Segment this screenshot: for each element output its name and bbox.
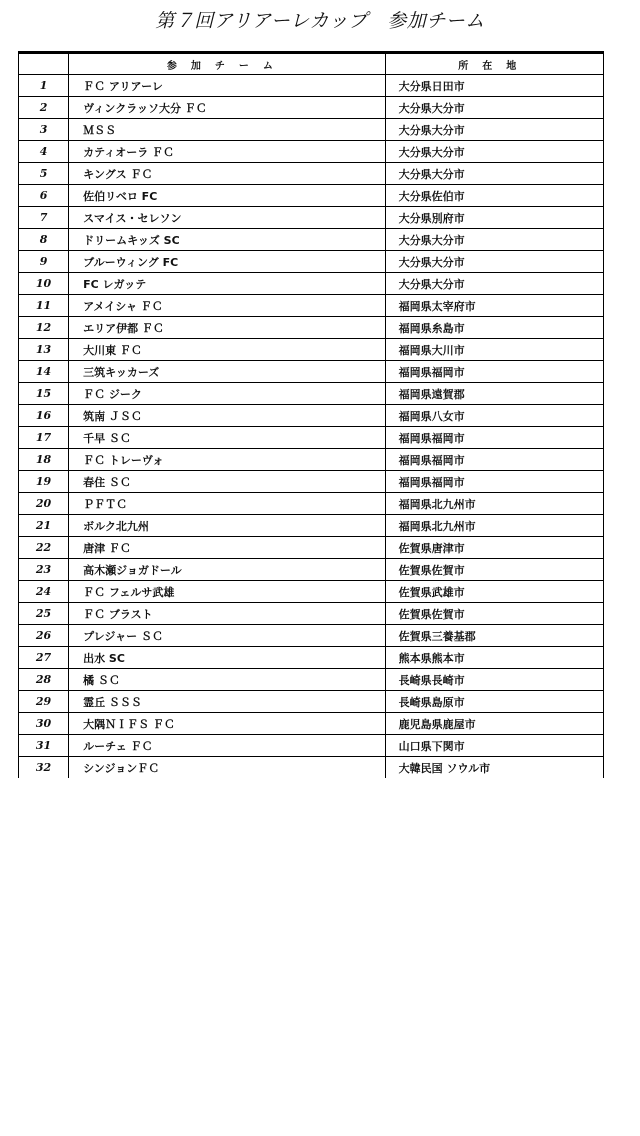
team-name: 唐津 ＦＣ <box>69 537 386 559</box>
table-row <box>19 691 604 713</box>
team-location: 大分県大分市 <box>385 97 603 119</box>
team-name: ＰＦＴＣ <box>69 493 386 515</box>
header-team: 参加チーム <box>69 53 386 75</box>
team-name: 高木瀬ジョガドール <box>69 559 386 581</box>
header-location: 所在地 <box>385 53 603 75</box>
table-row <box>19 97 604 119</box>
table-header-row <box>19 53 604 75</box>
team-name: 橘 ＳＣ <box>69 669 386 691</box>
table-row <box>19 581 604 603</box>
row-number: 10 <box>19 273 69 295</box>
table-row <box>19 471 604 493</box>
table-row <box>19 735 604 757</box>
row-number: 15 <box>19 383 69 405</box>
table-row <box>19 207 604 229</box>
row-number: 24 <box>19 581 69 603</box>
team-name: ブルーウィング FC <box>69 251 386 273</box>
team-name: 大川東 ＦＣ <box>69 339 386 361</box>
team-location: 長崎県島原市 <box>385 691 603 713</box>
team-location: 大分県大分市 <box>385 141 603 163</box>
table-row <box>19 185 604 207</box>
row-number: 21 <box>19 515 69 537</box>
team-location: 大分県別府市 <box>385 207 603 229</box>
row-number: 22 <box>19 537 69 559</box>
row-number: 18 <box>19 449 69 471</box>
team-location: 大分県日田市 <box>385 75 603 97</box>
table-row <box>19 515 604 537</box>
table-row <box>19 317 604 339</box>
row-number: 25 <box>19 603 69 625</box>
team-name: プレジャー ＳＣ <box>69 625 386 647</box>
header-no <box>19 53 69 75</box>
team-name: 春住 ＳＣ <box>69 471 386 493</box>
team-location: 福岡県北九州市 <box>385 515 603 537</box>
team-location: 大分県大分市 <box>385 119 603 141</box>
team-name: 佐伯リベロ FC <box>69 185 386 207</box>
team-name: ＭＳＳ <box>69 119 386 141</box>
table-row <box>19 405 604 427</box>
table-row <box>19 339 604 361</box>
row-number: 1 <box>19 75 69 97</box>
row-number: 12 <box>19 317 69 339</box>
table-row <box>19 713 604 735</box>
team-location: 福岡県福岡市 <box>385 471 603 493</box>
team-location: 福岡県福岡市 <box>385 361 603 383</box>
team-name: エリア伊都 ＦＣ <box>69 317 386 339</box>
table-row <box>19 427 604 449</box>
row-number: 5 <box>19 163 69 185</box>
team-name: FC レガッテ <box>69 273 386 295</box>
team-location: 佐賀県三養基郡 <box>385 625 603 647</box>
team-name: 出水 SC <box>69 647 386 669</box>
table-row <box>19 251 604 273</box>
row-number: 20 <box>19 493 69 515</box>
team-location: 福岡県大川市 <box>385 339 603 361</box>
row-number: 17 <box>19 427 69 449</box>
page-title: 第７回アリアーレカップ 参加チーム <box>155 10 485 32</box>
team-name: アメイシャ ＦＣ <box>69 295 386 317</box>
team-name: 三筑キッカーズ <box>69 361 386 383</box>
team-location: 福岡県糸島市 <box>385 317 603 339</box>
row-number: 26 <box>19 625 69 647</box>
team-name: ヴィンクラッソ大分 ＦＣ <box>69 97 386 119</box>
team-location: 大分県大分市 <box>385 251 603 273</box>
team-name: 筑南 ＪＳＣ <box>69 405 386 427</box>
team-location: 山口県下関市 <box>385 735 603 757</box>
table-row <box>19 625 604 647</box>
team-name: カティオーラ ＦＣ <box>69 141 386 163</box>
row-number: 28 <box>19 669 69 691</box>
row-number: 14 <box>19 361 69 383</box>
row-number: 4 <box>19 141 69 163</box>
team-table <box>18 51 604 778</box>
table-row <box>19 361 604 383</box>
row-number: 6 <box>19 185 69 207</box>
table-row <box>19 383 604 405</box>
table-row <box>19 757 604 779</box>
team-location: 福岡県福岡市 <box>385 449 603 471</box>
team-name: 霊丘 ＳＳＳ <box>69 691 386 713</box>
team-name: シンジョンＦＣ <box>69 757 386 779</box>
table-row <box>19 537 604 559</box>
table-row <box>19 273 604 295</box>
team-location: 福岡県福岡市 <box>385 427 603 449</box>
row-number: 9 <box>19 251 69 273</box>
team-location: 大分県佐伯市 <box>385 185 603 207</box>
team-location: 福岡県太宰府市 <box>385 295 603 317</box>
row-number: 19 <box>19 471 69 493</box>
row-number: 23 <box>19 559 69 581</box>
table-row <box>19 229 604 251</box>
team-location: 大分県大分市 <box>385 273 603 295</box>
row-number: 30 <box>19 713 69 735</box>
team-location: 長崎県長崎市 <box>385 669 603 691</box>
team-name: ＦＣ ジーク <box>69 383 386 405</box>
team-name: ＦＣ フェルサ武雄 <box>69 581 386 603</box>
row-number: 3 <box>19 119 69 141</box>
row-number: 27 <box>19 647 69 669</box>
table-row <box>19 647 604 669</box>
table-row <box>19 559 604 581</box>
team-name: 大隅ＮＩＦＳ ＦＣ <box>69 713 386 735</box>
team-location: 佐賀県佐賀市 <box>385 559 603 581</box>
row-number: 8 <box>19 229 69 251</box>
row-number: 16 <box>19 405 69 427</box>
team-location: 福岡県八女市 <box>385 405 603 427</box>
row-number: 32 <box>19 757 69 779</box>
team-location: 佐賀県佐賀市 <box>385 603 603 625</box>
team-location: 大分県大分市 <box>385 229 603 251</box>
team-name: ＦＣ ブラスト <box>69 603 386 625</box>
table-row <box>19 669 604 691</box>
table-row <box>19 75 604 97</box>
table-row <box>19 141 604 163</box>
team-location: 鹿児島県鹿屋市 <box>385 713 603 735</box>
team-name: スマイス・セレソン <box>69 207 386 229</box>
team-name: ＦＣ トレーヴォ <box>69 449 386 471</box>
row-number: 31 <box>19 735 69 757</box>
table-row <box>19 163 604 185</box>
team-location: 佐賀県唐津市 <box>385 537 603 559</box>
team-location: 大韓民国 ソウル市 <box>385 757 603 779</box>
team-name: ボルク北九州 <box>69 515 386 537</box>
table-row <box>19 119 604 141</box>
table-row <box>19 493 604 515</box>
team-name: ＦＣ アリアーレ <box>69 75 386 97</box>
team-name: キングス ＦＣ <box>69 163 386 185</box>
team-location: 大分県大分市 <box>385 163 603 185</box>
table-row <box>19 295 604 317</box>
row-number: 13 <box>19 339 69 361</box>
row-number: 2 <box>19 97 69 119</box>
table-body <box>19 75 604 779</box>
row-number: 7 <box>19 207 69 229</box>
row-number: 11 <box>19 295 69 317</box>
row-number: 29 <box>19 691 69 713</box>
team-location: 熊本県熊本市 <box>385 647 603 669</box>
team-name: 千早 ＳＣ <box>69 427 386 449</box>
team-location: 福岡県北九州市 <box>385 493 603 515</box>
team-name: ルーチェ ＦＣ <box>69 735 386 757</box>
table-row <box>19 449 604 471</box>
team-location: 佐賀県武雄市 <box>385 581 603 603</box>
team-name: ドリームキッズ SC <box>69 229 386 251</box>
table-row <box>19 603 604 625</box>
team-location: 福岡県遠賀郡 <box>385 383 603 405</box>
